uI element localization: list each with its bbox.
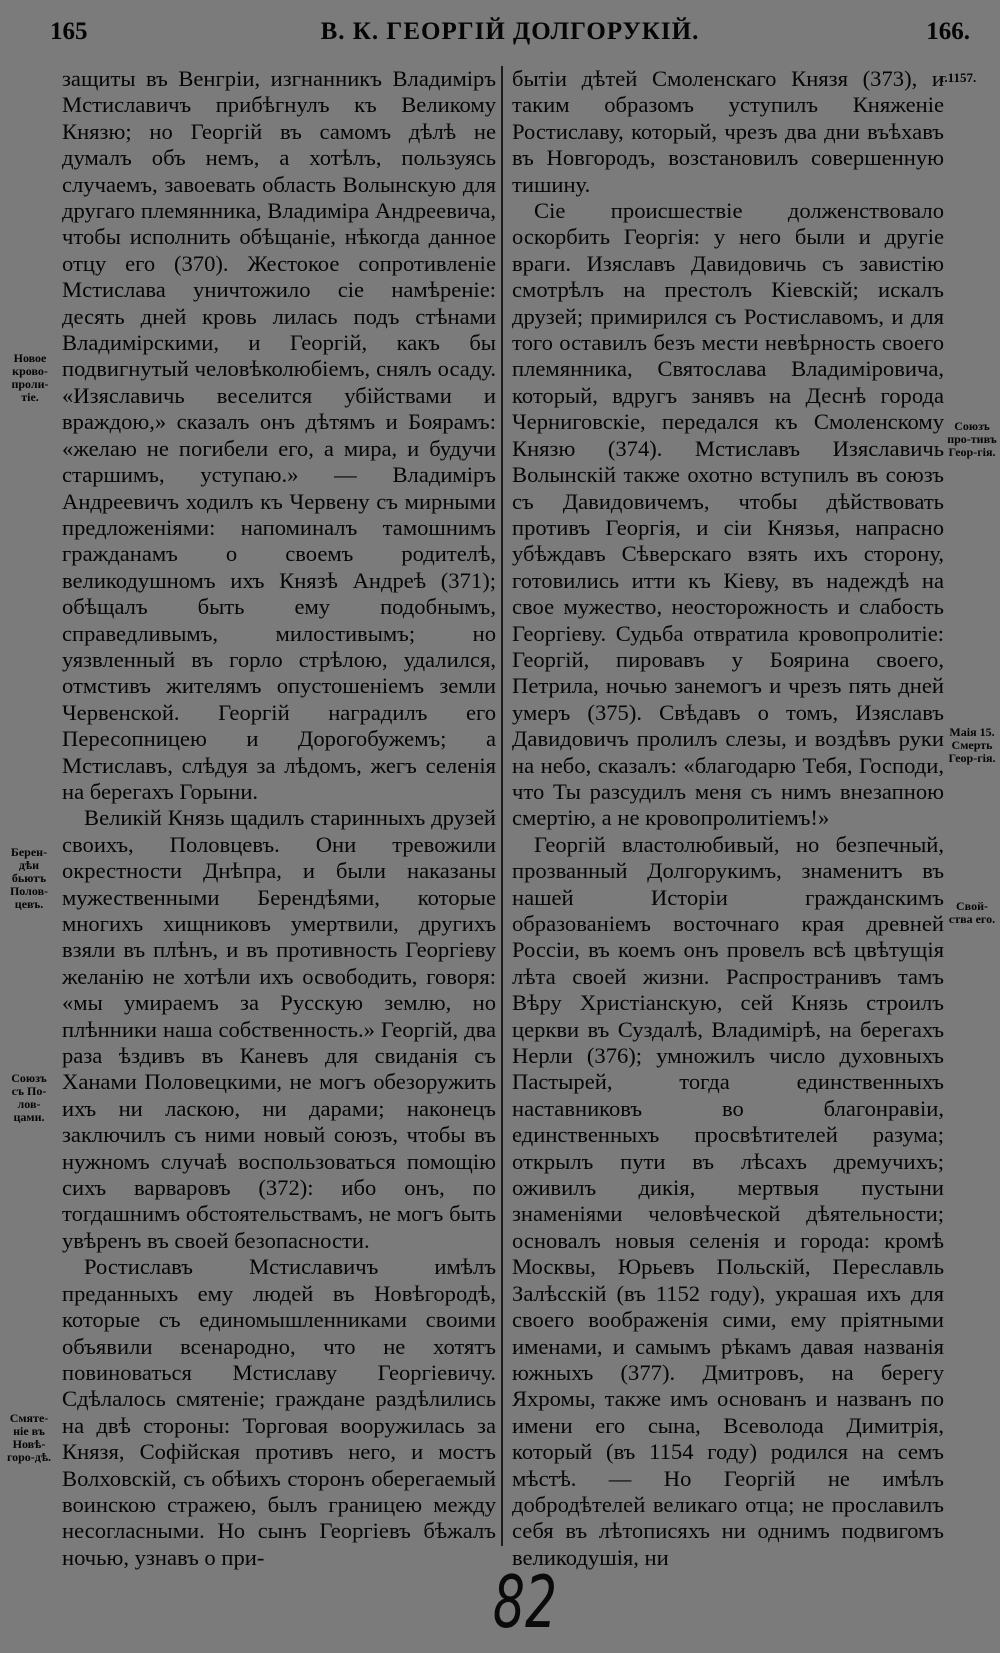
left-column	[62, 66, 496, 1571]
running-header	[50, 18, 970, 58]
margin-note-qualities: Свой-ства его.	[948, 899, 996, 926]
margin-note-bloodshed: Новое крово-проли-тіе.	[11, 351, 49, 404]
column-divider	[501, 66, 503, 1546]
paragraph: Георгій властолюбивый, но безпечный, прозванный Долгорукимъ, знаменитъ въ нашей Исторіи гражданскимъ образованіемъ восточнаго края древней Россіи, въ коемъ онъ провелъ всѣ цвѣтущія лѣта своей жизни. Распространивъ тамъ Вѣру Христіанскую, сей Князь строилъ церкви въ Суздалѣ, Владимірѣ, на берегахъ Нерли (376); умножилъ число духовныхъ Пастырей, тогда единственныхъ наставниковъ во благонравіи, единственныхъ просвѣтителей разума; открылъ пути въ лѣсахъ дремучихъ; оживилъ дикія, мертвыя пустыни знаменіями человѣческой дѣятельности; основалъ новыя селенія и города: кромѣ Москвы, Юрьевъ Польскій, Переславль Залѣсскій (въ 1152 году), украшая ихъ для своего воображенія сими, ему пріятными именами, и самымъ рѣкамъ давая названія южныхъ (377). Дмитровъ, на берегу Яхромы, также имъ основанъ и названъ по имени его сына, Всеволода Димитрія, который (въ 1154 году) родился на семъ мѣстѣ. — Но Георгій не имѣлъ добродѣтелей великаго отца; не прославилъ себя въ лѣтописяхъ ни однимъ подвигомъ великодушія, ни	[512, 831, 944, 1570]
page-number-right: 166.	[926, 18, 970, 45]
margin-note-novgorod-unrest: Смяте-ніе въ Новѣ-горо-дѣ.	[6, 1411, 52, 1464]
year-note: г.1157.	[940, 70, 977, 85]
margin-note-alliance-polovtsy: Союзъ съ По-лов-цами.	[11, 1071, 47, 1124]
paragraph: бытіи дѣтей Смоленскаго Князя (373), и таким образомъ уступилъ Княженіе Ростиславу, который, чрезъ два дни въѣхавъ въ Новгородъ, возстановилъ совершенную тишину.	[512, 66, 944, 197]
paragraph: защиты въ Венгріи, изгнанникъ Владиміръ Мстиславичъ прибѣгнулъ къ Великому Князю; но Георгій въ самомъ дѣлѣ не думалъ объ немъ, а хотѣлъ, пользуясь случаемъ, завоевать область Волынскую для другаго племянника, Владиміра Андреевича, чтобы исполнить обѣщаніе, нѣкогда данное отцу его (370). Жестокое сопротивленіе Мстислава уничтожило сіе намѣреніе: десять дней кровь лилась подъ стѣнами Владимірскими, и Георгій, какъ бы подвигнутый человѣколюбіемъ, снялъ осаду. «Изяславичь веселится убійствами и враждою,» сказалъ онъ дѣтямъ и Боярамъ: «желаю не погибели его, а мира, и будучи старшимъ, уступаю.» — Владиміръ Андреевичъ ходилъ къ Червену съ мирными предложеніями: напоминалъ тамошнимъ гражданамъ о своемъ родителѣ, великодушномъ ихъ Князѣ Андреѣ (371); обѣщалъ быть ему подобнымъ, справедливымъ, милостивымъ; но уязвленный въ горло стрѣлою, удалился, отмстивъ жителямъ опустошеніемъ земли Червенской. Георгій наградилъ его Пересопницею и Дорогобужемъ; а Мстиславъ, слѣдуя за лѣдомъ, жегъ селенія на берегахъ Горыни.	[62, 66, 496, 804]
paragraph: Великій Князь щадилъ старинныхъ друзей своихъ, Половцевъ. Они тревожили окрестности Днѣпра, и были наказаны мужественными Берендѣями, которые многихъ хищниковъ умертвили, другихъ взяли въ плѣнъ, и въ противность Георгіеву желанію не хотѣли ихъ освободить, говоря: «мы умираемъ за Русскую землю, но плѣнники наша собственность.» Георгій, два раза ѣздивъ въ Каневъ для свиданія съ Ханами Половецкими, не могъ обезоружить ихъ ни ласкою, ни дарами; наконецъ заключилъ съ ними новый союзъ, чтобы въ нужномъ случаѣ воспользоваться помощію сихъ варваровъ (372): ибо онъ, по тогдашнимъ обстоятельствамъ, не могъ быть увѣренъ въ своей безопасности.	[62, 805, 496, 1253]
paragraph: Сіе происшествіе долженствовало оскорбить Георгія: у него были и другіе враги. Изяславъ Давидовичь съ завистію смотрѣлъ на престолъ Кіевскій; искалъ друзей; примирился съ Ростиславомъ, и для того оставилъ безъ мести невѣрность своего племянника, Святослава Владиміровича, который, вдругъ занявъ на Деснѣ города Черниговскіе, передался къ Смоленскому Князю (374). Мстиславъ Изяславичь Волынскій также охотно вступилъ въ союзъ съ Давидовичемъ, чтобы дѣйствовать противъ Георгія, и сіи Князья, напрасно убѣждавъ Сѣверскаго взять ихъ сторону, готовились итти къ Кіеву, въ надеждѣ на свое мужество, неосторожность и слабость Георгіеву. Судьба отвратила кровопролитіе: Георгій, пировавъ у Боярина своего, Петрила, ночью занемогъ и чрезъ пять дней умеръ (375). Свѣдавъ о томъ, Изяславъ Давидовичъ пролилъ слезы, и воздѣвъ руки на небо, сказалъ: «благодарю Тебя, Господи, что Ты разсудилъ меня съ нимъ внезапною смертію, а не кровопролитіемъ!»	[512, 198, 944, 831]
running-title: В. К. ГЕОРГІЙ ДОЛГОРУКІЙ.	[320, 18, 700, 45]
handwritten-page-number: 82	[492, 1560, 558, 1644]
paragraph: Ростиславъ Мстиславичъ имѣлъ преданныхъ ему людей въ Новѣгородѣ, которые съ единомышленниками своими объявили всенародно, что не хотятъ повиноваться Мстиславу Георгіевичу. Сдѣлалось смятеніе; граждане раздѣлились на двѣ стороны: Торговая вооружилась за Князя, Софійская противъ него, и мостъ Волховскій, съ обѣихъ сторонъ оберегаемый воинскою стражею, былъ границею между несогласными. Но сынъ Георгіевъ бѣжалъ ночью, узнавъ о при-	[62, 1254, 496, 1570]
margin-note-death: Маія 15. Смерть Геор-гія.	[948, 725, 996, 765]
page-number-left: 165	[50, 18, 88, 45]
right-column	[512, 66, 944, 1571]
margin-note-alliance-against: Союзъ про-тивъ Геор-гія.	[947, 419, 997, 459]
margin-note-berendei: Берен-дѣи бьютъ Полов-цевъ.	[9, 845, 49, 911]
